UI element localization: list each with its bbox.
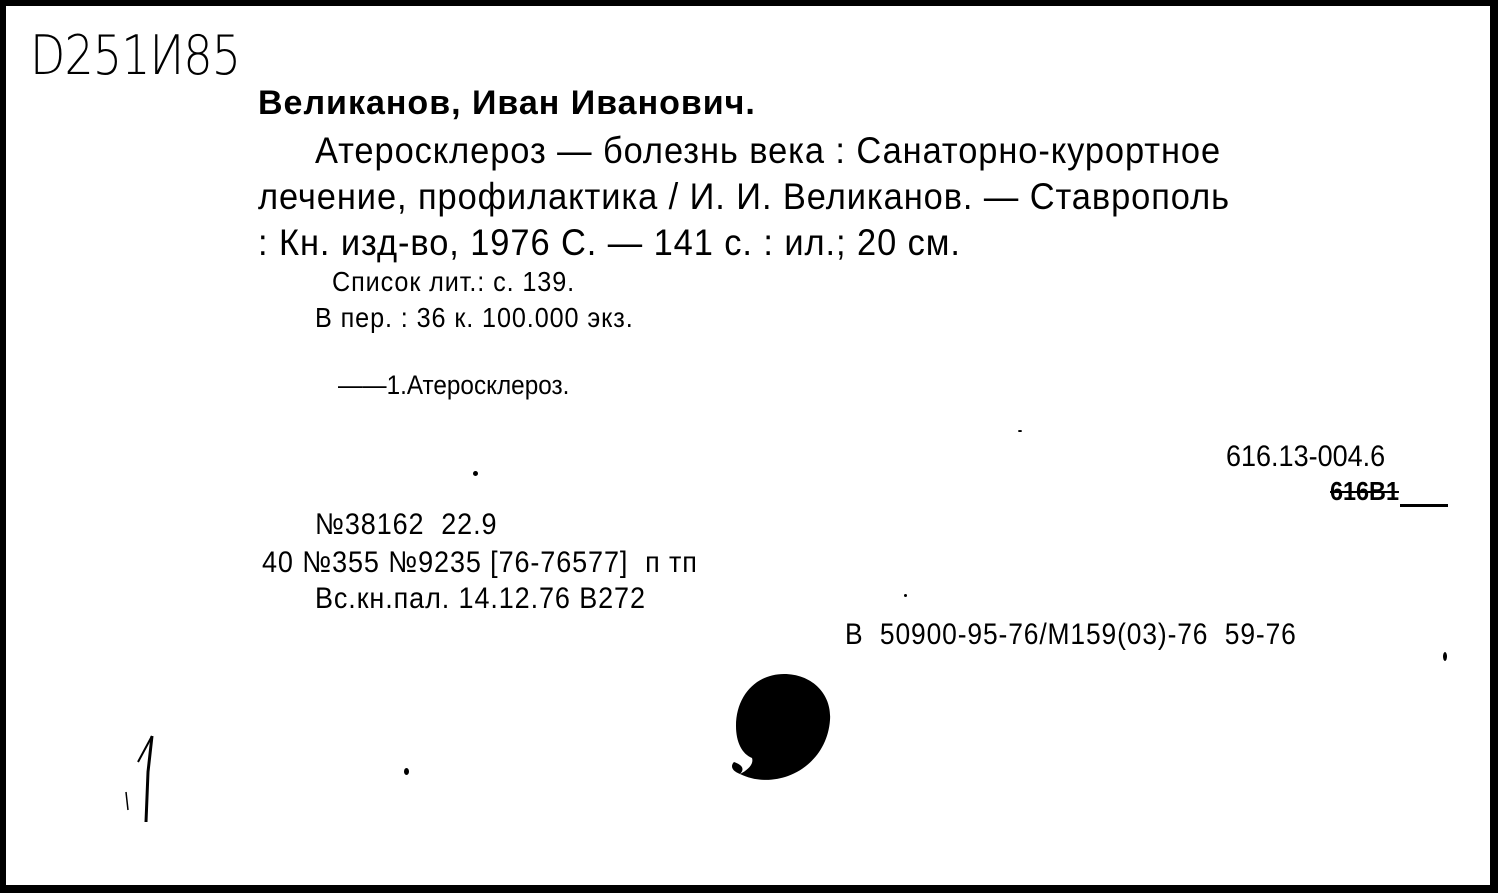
card-border-top — [0, 0, 1498, 6]
bbk-index: 616В1 — [1330, 476, 1399, 506]
title-line-3: : Кн. изд-во, 1976 С. — 141 с. : ил.; 20 см. — [258, 222, 961, 263]
udc-index: 616.13-004.6 — [1226, 440, 1386, 473]
bottom-code: В 50900-95-76/М159(03)-76 59-76 — [845, 618, 1297, 651]
registry-line-3: Вс.кн.пал. 14.12.76 В272 — [315, 582, 646, 615]
card-border-left — [0, 0, 6, 893]
speck — [1443, 652, 1447, 661]
bibliography-note: Список лит.: с. 139. — [332, 266, 576, 297]
author-heading: Великанов, Иван Иванович. — [258, 84, 756, 122]
registry-line-1: №38162 22.9 — [315, 508, 498, 541]
bbk-underline — [1400, 504, 1448, 507]
registry-line-2: 40 №355 №9235 [76-76577] п тп — [262, 546, 698, 579]
speck — [404, 768, 409, 775]
speck — [1018, 430, 1022, 432]
title-line-2: лечение, профилактика / И. И. Великанов. — Ставрополь — [258, 176, 1230, 217]
card-border-right — [1490, 0, 1498, 893]
title-line-1: Атеросклероз — болезнь века : Санаторно-курортное — [315, 130, 1222, 171]
ink-blot — [726, 668, 836, 788]
handwritten-mark — [118, 732, 168, 832]
card-border-bottom — [0, 885, 1498, 893]
speck — [473, 471, 478, 476]
price-print-run-note: В пер. : 36 к. 100.000 экз. — [315, 302, 634, 333]
handwritten-code: D251И85 — [30, 24, 241, 87]
speck — [904, 594, 907, 597]
subject-tracing: ——1.Атеросклероз. — [338, 370, 570, 400]
